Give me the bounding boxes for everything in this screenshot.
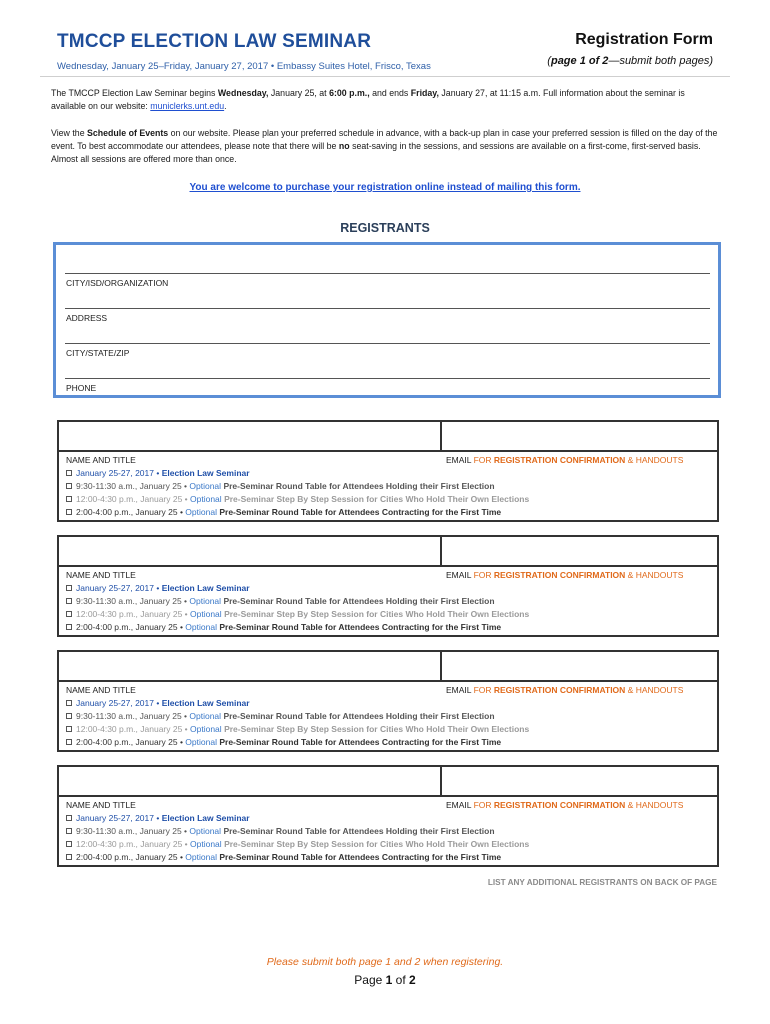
option-title: Pre-Seminar Step By Step Session for Cities Who Hold Their Own Elections <box>224 839 530 849</box>
option-time: 9:30-11:30 a.m., January 25 • <box>76 596 190 606</box>
intro-text: . <box>224 101 227 111</box>
registrant-input-divider <box>440 422 442 452</box>
option-time: 2:00-4:00 p.m., January 25 • <box>76 507 186 517</box>
option-title: Election Law Seminar <box>161 698 250 708</box>
option-title: Pre-Seminar Round Table for Attendees Holding their First Election <box>223 711 495 721</box>
intro-text: View the <box>51 128 88 138</box>
option-roundtable-contracting[interactable] <box>66 737 501 747</box>
intro-paragraph-2 <box>51 127 721 166</box>
option-date: January 25-27, 2017 • <box>76 698 162 708</box>
option-roundtable-contracting[interactable] <box>66 852 501 862</box>
option-title: Pre-Seminar Round Table for Attendees Contracting for the First Time <box>219 852 502 862</box>
option-election-law-seminar[interactable] <box>66 468 250 478</box>
registrant-block-3 <box>57 650 719 752</box>
email-for-text: FOR <box>471 685 494 695</box>
optional-tag: Optional <box>185 507 217 517</box>
option-step-by-step[interactable] <box>66 494 529 504</box>
optional-tag: Optional <box>190 609 222 619</box>
checkbox-icon[interactable] <box>66 598 72 604</box>
option-time: 2:00-4:00 p.m., January 25 • <box>76 737 186 747</box>
phone-field-line[interactable] <box>65 378 710 379</box>
option-step-by-step[interactable] <box>66 724 529 734</box>
address-label: ADDRESS <box>66 313 108 323</box>
intro-bold: Wednesday, <box>217 88 269 98</box>
checkbox-icon[interactable] <box>66 700 72 706</box>
option-election-law-seminar[interactable] <box>66 698 250 708</box>
optional-tag: Optional <box>190 839 222 849</box>
email-handouts-text: & HANDOUTS <box>625 570 684 580</box>
option-date: January 25-27, 2017 • <box>76 583 162 593</box>
option-time: 12:00-4:30 p.m., January 25 • <box>76 839 191 849</box>
email-label <box>446 800 683 810</box>
registrant-block-1 <box>57 420 719 522</box>
form-page-note <box>547 55 713 67</box>
email-label <box>446 685 683 695</box>
intro-text: January 25, at <box>268 88 330 98</box>
option-title: Pre-Seminar Round Table for Attendees Holding their First Election <box>223 481 495 491</box>
option-roundtable-contracting[interactable] <box>66 622 501 632</box>
optional-tag: Optional <box>189 826 222 836</box>
registrant-input-row <box>59 767 717 797</box>
city-isd-label: CITY/ISD/ORGANIZATION <box>66 278 169 288</box>
additional-registrants-note: LIST ANY ADDITIONAL REGISTRANTS ON BACK OF PAGE <box>487 878 717 887</box>
name-title-label: NAME AND TITLE <box>66 800 136 810</box>
email-for-text: FOR <box>471 570 494 580</box>
email-label <box>446 455 683 465</box>
page-total: 2 <box>409 973 416 987</box>
page-of: of <box>392 973 410 987</box>
checkbox-icon[interactable] <box>66 624 72 630</box>
submit-both-pages-note: Please submit both page 1 and 2 when registering. <box>266 956 504 968</box>
intro-text: on our website. Please plan your preferred schedule in advance, with a back-up plan in case your preferred session is filled on the day of the event. To best accommodate our attendees, please note that there will be <box>51 128 718 151</box>
registrant-input-row <box>59 652 717 682</box>
page-note-suffix: —submit both pages) <box>608 55 713 67</box>
page-word: Page <box>354 973 386 987</box>
header-divider <box>40 76 730 77</box>
email-confirmation-text: REGISTRATION CONFIRMATION <box>493 455 626 465</box>
checkbox-icon[interactable] <box>66 611 72 617</box>
checkbox-icon[interactable] <box>66 509 72 515</box>
email-label-text: EMAIL <box>446 800 472 810</box>
checkbox-icon[interactable] <box>66 496 72 502</box>
checkbox-icon[interactable] <box>66 585 72 591</box>
email-confirmation-text: REGISTRATION CONFIRMATION <box>493 800 626 810</box>
email-confirmation-text: REGISTRATION CONFIRMATION <box>493 685 626 695</box>
option-time: 12:00-4:30 p.m., January 25 • <box>76 724 191 734</box>
option-title: Pre-Seminar Round Table for Attendees Contracting for the First Time <box>219 737 502 747</box>
option-title: Pre-Seminar Round Table for Attendees Contracting for the First Time <box>219 622 502 632</box>
email-for-text: FOR <box>471 455 494 465</box>
intro-text: seat-saving in the sessions, and sessions are available on a first-come, first-served basis. Almost all sessions are offered more than once. <box>51 141 701 164</box>
registrant-block-2 <box>57 535 719 637</box>
registrant-input-row <box>59 537 717 567</box>
page-number <box>0 973 770 987</box>
name-title-label: NAME AND TITLE <box>66 570 136 580</box>
option-roundtable-first-election[interactable] <box>66 481 495 491</box>
option-roundtable-first-election[interactable] <box>66 596 495 606</box>
seminar-subtitle: Wednesday, January 25–Friday, January 27, 2017 • Embassy Suites Hotel, Frisco, Texas <box>57 61 431 72</box>
checkbox-icon[interactable] <box>66 726 72 732</box>
option-time: 12:00-4:30 p.m., January 25 • <box>76 609 191 619</box>
optional-tag: Optional <box>190 724 222 734</box>
option-step-by-step[interactable] <box>66 609 529 619</box>
option-date: January 25-27, 2017 • <box>76 813 162 823</box>
city-state-zip-field-line[interactable] <box>65 343 710 344</box>
registrant-input-row <box>59 422 717 452</box>
organization-box <box>53 242 721 398</box>
option-roundtable-contracting[interactable] <box>66 507 501 517</box>
address-field-line[interactable] <box>65 308 710 309</box>
optional-tag: Optional <box>189 481 222 491</box>
option-time: 9:30-11:30 a.m., January 25 • <box>76 711 190 721</box>
checkbox-icon[interactable] <box>66 854 72 860</box>
option-title: Election Law Seminar <box>161 813 250 823</box>
registrant-input-divider <box>440 652 442 682</box>
email-handouts-text: & HANDOUTS <box>625 800 684 810</box>
option-title: Election Law Seminar <box>161 468 250 478</box>
intro-bold: no <box>338 141 350 151</box>
page-note-open: ( <box>547 55 551 67</box>
optional-tag: Optional <box>189 596 222 606</box>
intro-text: The TMCCP Election Law Seminar begins <box>51 88 218 98</box>
website-link[interactable]: municlerks.unt.edu <box>150 101 225 111</box>
optional-tag: Optional <box>185 852 217 862</box>
page-current: 1 <box>385 973 393 987</box>
email-handouts-text: & HANDOUTS <box>625 685 684 695</box>
optional-tag: Optional <box>190 494 222 504</box>
option-title: Pre-Seminar Round Table for Attendees Contracting for the First Time <box>219 507 502 517</box>
option-time: 12:00-4:30 p.m., January 25 • <box>76 494 191 504</box>
online-registration-link[interactable]: You are welcome to purchase your registration online instead of mailing this form. <box>189 182 581 193</box>
intro-paragraph-1 <box>51 87 721 113</box>
option-election-law-seminar[interactable] <box>66 813 250 823</box>
checkbox-icon[interactable] <box>66 713 72 719</box>
option-title: Pre-Seminar Round Table for Attendees Holding their First Election <box>223 596 495 606</box>
optional-tag: Optional <box>185 737 217 747</box>
option-title: Pre-Seminar Step By Step Session for Cities Who Hold Their Own Elections <box>224 494 530 504</box>
phone-label: PHONE <box>66 383 97 393</box>
checkbox-icon[interactable] <box>66 483 72 489</box>
name-title-label: NAME AND TITLE <box>66 685 136 695</box>
intro-text: and ends <box>369 88 411 98</box>
option-title: Election Law Seminar <box>161 583 250 593</box>
checkbox-icon[interactable] <box>66 470 72 476</box>
optional-tag: Optional <box>185 622 217 632</box>
intro-bold: Schedule of Events <box>87 128 169 138</box>
option-time: 2:00-4:00 p.m., January 25 • <box>76 852 186 862</box>
email-label-text: EMAIL <box>446 685 472 695</box>
form-title: Registration Form <box>575 31 713 48</box>
email-label-text: EMAIL <box>446 455 472 465</box>
header-left <box>57 31 431 72</box>
registrants-heading: REGISTRANTS <box>340 221 430 235</box>
email-label <box>446 570 683 580</box>
checkbox-icon[interactable] <box>66 841 72 847</box>
seminar-title: TMCCP ELECTION LAW SEMINAR <box>57 31 372 52</box>
checkbox-icon[interactable] <box>66 828 72 834</box>
page-note-prefix: page 1 of 2 <box>550 55 609 67</box>
checkbox-icon[interactable] <box>66 815 72 821</box>
option-election-law-seminar[interactable] <box>66 583 250 593</box>
registrant-block-4 <box>57 765 719 867</box>
email-handouts-text: & HANDOUTS <box>625 455 684 465</box>
header-right <box>547 31 713 67</box>
option-date: January 25-27, 2017 • <box>76 468 162 478</box>
email-for-text: FOR <box>471 800 494 810</box>
option-roundtable-first-election[interactable] <box>66 711 495 721</box>
option-time: 9:30-11:30 a.m., January 25 • <box>76 826 190 836</box>
optional-tag: Optional <box>189 711 222 721</box>
option-title: Pre-Seminar Step By Step Session for Cities Who Hold Their Own Elections <box>224 609 530 619</box>
email-label-text: EMAIL <box>446 570 472 580</box>
option-time: 9:30-11:30 a.m., January 25 • <box>76 481 190 491</box>
name-title-label: NAME AND TITLE <box>66 455 136 465</box>
registrant-input-divider <box>440 537 442 567</box>
option-step-by-step[interactable] <box>66 839 529 849</box>
intro-bold: Friday, <box>410 88 439 98</box>
city-state-zip-label: CITY/STATE/ZIP <box>66 348 130 358</box>
checkbox-icon[interactable] <box>66 739 72 745</box>
option-roundtable-first-election[interactable] <box>66 826 495 836</box>
registrant-input-divider <box>440 767 442 797</box>
option-time: 2:00-4:00 p.m., January 25 • <box>76 622 186 632</box>
email-confirmation-text: REGISTRATION CONFIRMATION <box>493 570 626 580</box>
option-title: Pre-Seminar Step By Step Session for Cities Who Hold Their Own Elections <box>224 724 530 734</box>
intro-text: January 27, at 11:15 a.m. Full information about the seminar is available on our website: <box>51 88 685 111</box>
intro-bold: 6:00 p.m., <box>329 88 370 98</box>
option-title: Pre-Seminar Round Table for Attendees Holding their First Election <box>223 826 495 836</box>
org-field-line[interactable] <box>65 273 710 274</box>
